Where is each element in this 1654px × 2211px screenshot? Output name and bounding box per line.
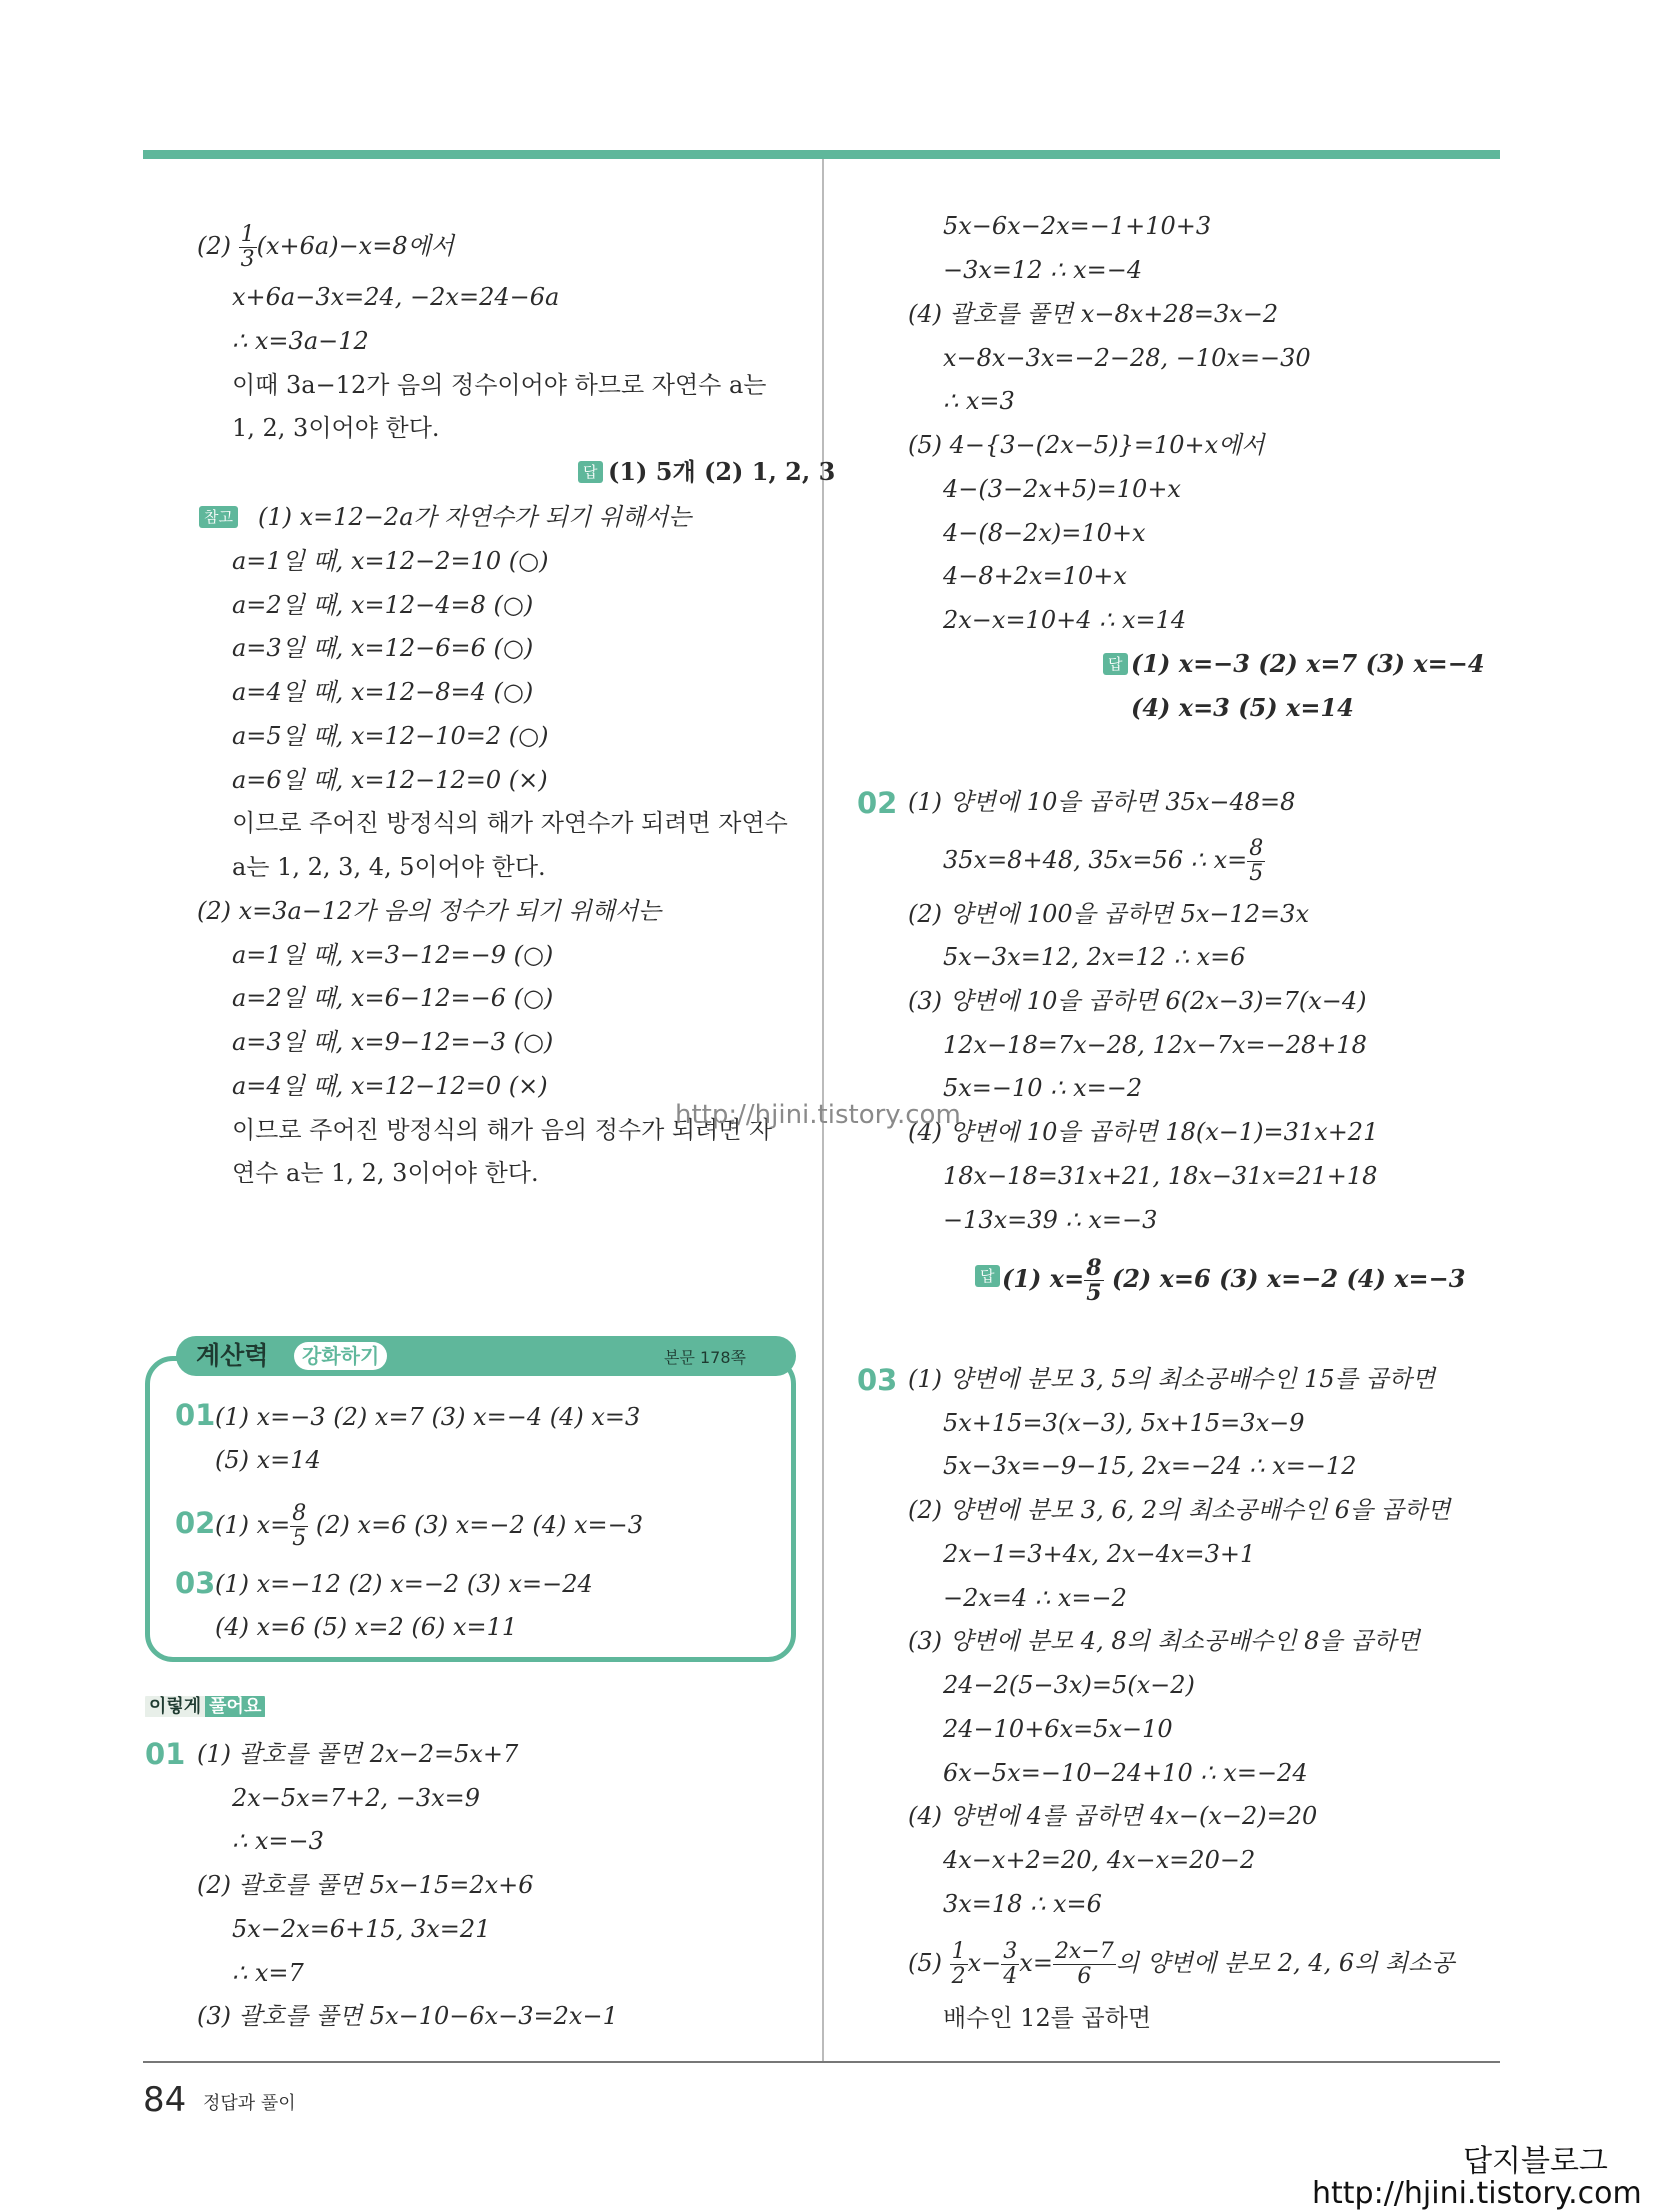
- solve-line-2: 2x−5x=7+2, −3x=9: [232, 1784, 481, 1812]
- box-number-01: 01: [175, 1398, 216, 1432]
- right-line-b2: 35x=8+48, 35x=56 ∴ x= $\frac{8}{5}$: [943, 836, 1264, 886]
- right-number-03: 03: [857, 1363, 898, 1397]
- ref-line-1: (1) x=12−2a가 자연수가 되기 위해서는: [258, 503, 692, 531]
- right-line-a2: −3x=12 ∴ x=−4: [943, 256, 1143, 284]
- fraction: $\frac{8}{5}$: [1249, 836, 1264, 886]
- answer-line: (1) 5개 (2) 1, 2, 3: [608, 457, 836, 486]
- solve-line-6: ∴ x=7: [232, 1959, 304, 1987]
- solve-number-01: 01: [145, 1737, 186, 1771]
- fraction: $\frac{8}{5}$: [1086, 1255, 1102, 1306]
- ref-line-5: a=4일 때, x=12−8=4 (○): [232, 678, 534, 706]
- ref-line-2: a=1일 때, x=12−2=10 (○): [232, 547, 549, 575]
- right-line-a4: x−8x−3x=−2−28, −10x=−30: [943, 344, 1311, 372]
- bottom-rule: [143, 2061, 1500, 2063]
- top-rule: [143, 150, 1500, 159]
- ref-line-9: a는 1, 2, 3, 4, 5이어야 한다.: [232, 853, 546, 881]
- box-line-1: (1) x=−3 (2) x=7 (3) x=−4 (4) x=3: [215, 1403, 641, 1431]
- ref-line-4: a=3일 때, x=12−6=6 (○): [232, 634, 534, 662]
- right-answer-02: (1) x= $\frac{8}{5}$ (2) x=6 (3) x=−2 (4) x=−3: [1002, 1255, 1466, 1306]
- right-line-c7: (3) 양변에 분모 4, 8의 최소공배수인 8을 곱하면: [908, 1627, 1420, 1655]
- ref-line-8: 이므로 주어진 방정식의 해가 자연수가 되려면 자연수: [232, 809, 788, 837]
- box-line-4: (1) x=−12 (2) x=−2 (3) x=−24: [215, 1570, 593, 1598]
- right-line-c5: 2x−1=3+4x, 2x−4x=3+1: [943, 1540, 1256, 1568]
- page-label: 정답과 풀이: [203, 2093, 296, 2114]
- ref-line-3: a=2일 때, x=12−4=8 (○): [232, 591, 534, 619]
- right-line-a9: 4−8+2x=10+x: [943, 562, 1127, 590]
- fraction: $\frac{2x-7}{6}$: [1054, 1939, 1114, 1989]
- left-line-5: 1, 2, 3이어야 한다.: [232, 414, 440, 442]
- page-number: 84: [143, 2080, 187, 2120]
- box-title: 계산력: [196, 1341, 269, 1370]
- left-line-3: ∴ x=3a−12: [232, 327, 369, 355]
- right-answer-2: (4) x=3 (5) x=14: [1131, 693, 1354, 722]
- solve-line-4: (2) 괄호를 풀면 5x−15=2x+6: [197, 1871, 534, 1899]
- right-line-a8: 4−(8−2x)=10+x: [943, 519, 1146, 547]
- right-line-b9: 18x−18=31x+21, 18x−31x=21+18: [943, 1162, 1378, 1190]
- box-page-ref: 본문 178쪽: [664, 1348, 746, 1367]
- right-line-c14: (5) $\frac{1}{2}$ x− $\frac{3}{4}$ x= $\frac{2x-7}{6}$ 의 양변에 분모 2, 4, 6의 최소공: [908, 1939, 1455, 1989]
- box-line-5: (4) x=6 (5) x=2 (6) x=11: [215, 1613, 518, 1641]
- fraction: $\frac{1}{2}$: [951, 1939, 966, 1989]
- right-line-b6: 12x−18=7x−28, 12x−7x=−28+18: [943, 1031, 1367, 1059]
- answer-tag: 답: [578, 461, 603, 483]
- solve-line-5: 5x−2x=6+15, 3x=21: [232, 1915, 491, 1943]
- box-subtitle: 강화하기: [294, 1342, 387, 1370]
- right-line-c13: 3x=18 ∴ x=6: [943, 1890, 1102, 1918]
- ref-line-16: 연수 a는 1, 2, 3이어야 한다.: [232, 1159, 539, 1187]
- ref-line-12: a=2일 때, x=6−12=−6 (○): [232, 984, 554, 1012]
- right-line-c4: (2) 양변에 분모 3, 6, 2의 최소공배수인 6을 곱하면: [908, 1496, 1451, 1524]
- solution-label: 이렇게 풀어요: [145, 1694, 265, 1720]
- right-line-b1: (1) 양변에 10을 곱하면 35x−48=8: [908, 788, 1296, 816]
- reference-tag: 참고: [199, 506, 238, 528]
- box-number-02: 02: [175, 1506, 216, 1540]
- right-line-b4: 5x−3x=12, 2x=12 ∴ x=6: [943, 943, 1246, 971]
- solve-line-1: (1) 괄호를 풀면 2x−2=5x+7: [197, 1740, 519, 1768]
- ref-line-14: a=4일 때, x=12−12=0 (×): [232, 1072, 548, 1100]
- fraction: $\frac{1}{3}$: [240, 222, 255, 272]
- solve-line-3: ∴ x=−3: [232, 1827, 324, 1855]
- left-line-4: 이때 3a−12가 음의 정수이어야 하므로 자연수 a는: [232, 371, 767, 399]
- fraction: $\frac{3}{4}$: [1003, 1939, 1018, 1989]
- right-line-b3: (2) 양변에 100을 곱하면 5x−12=3x: [908, 900, 1309, 928]
- right-line-b10: −13x=39 ∴ x=−3: [943, 1206, 1158, 1234]
- right-line-c9: 24−10+6x=5x−10: [943, 1715, 1173, 1743]
- watermark-blog-name: 답지블로그: [1463, 2144, 1608, 2179]
- left-line-1: (2) $\frac{1}{3}$ (x+6a)−x=8에서: [197, 222, 454, 272]
- right-line-c10: 6x−5x=−10−24+10 ∴ x=−24: [943, 1759, 1308, 1787]
- ref-line-11: a=1일 때, x=3−12=−9 (○): [232, 941, 554, 969]
- ref-line-7: a=6일 때, x=12−12=0 (×): [232, 766, 548, 794]
- box-line-2: (5) x=14: [215, 1446, 321, 1474]
- right-line-c2: 5x+15=3(x−3), 5x+15=3x−9: [943, 1409, 1305, 1437]
- right-line-c12: 4x−x+2=20, 4x−x=20−2: [943, 1846, 1256, 1874]
- ref-line-13: a=3일 때, x=9−12=−3 (○): [232, 1028, 554, 1056]
- solve-line-7: (3) 괄호를 풀면 5x−10−6x−3=2x−1: [197, 2002, 618, 2030]
- right-line-c6: −2x=4 ∴ x=−2: [943, 1584, 1127, 1612]
- box-number-03: 03: [175, 1566, 216, 1600]
- watermark-center: http://hjini.tistory.com: [675, 1100, 961, 1130]
- right-line-c1: (1) 양변에 분모 3, 5의 최소공배수인 15를 곱하면: [908, 1365, 1436, 1393]
- ref-line-15: 이므로 주어진 방정식의 해가 음의 정수가 되려면 자: [232, 1116, 773, 1144]
- right-line-c15: 배수인 12를 곱하면: [943, 2004, 1152, 2032]
- right-line-a10: 2x−x=10+4 ∴ x=14: [943, 606, 1187, 634]
- right-answer-1: (1) x=−3 (2) x=7 (3) x=−4: [1131, 649, 1485, 678]
- left-line-2: x+6a−3x=24, −2x=24−6a: [232, 283, 560, 311]
- right-line-c3: 5x−3x=−9−15, 2x=−24 ∴ x=−12: [943, 1452, 1357, 1480]
- right-line-b8: (4) 양변에 10을 곱하면 18(x−1)=31x+21: [908, 1118, 1379, 1146]
- right-line-b5: (3) 양변에 10을 곱하면 6(2x−3)=7(x−4): [908, 987, 1367, 1015]
- right-line-b7: 5x=−10 ∴ x=−2: [943, 1074, 1143, 1102]
- right-number-02: 02: [857, 786, 898, 820]
- right-line-c8: 24−2(5−3x)=5(x−2): [943, 1671, 1195, 1699]
- right-line-a6: (5) 4−{3−(2x−5)}=10+x에서: [908, 431, 1265, 459]
- right-line-a5: ∴ x=3: [943, 387, 1015, 415]
- fraction: $\frac{8}{5}$: [292, 1501, 307, 1551]
- box-line-3: (1) x= $\frac{8}{5}$ (2) x=6 (3) x=−2 (4) x=−3: [215, 1501, 644, 1551]
- right-line-a3: (4) 괄호를 풀면 x−8x+28=3x−2: [908, 300, 1279, 328]
- ref-line-10: (2) x=3a−12가 음의 정수가 되기 위해서는: [197, 897, 662, 925]
- right-line-a7: 4−(3−2x+5)=10+x: [943, 475, 1181, 503]
- answer-tag: 답: [1103, 653, 1128, 675]
- answer-tag: 답: [975, 1265, 1000, 1287]
- watermark-url: http://hjini.tistory.com: [1312, 2176, 1642, 2211]
- ref-line-6: a=5일 때, x=12−10=2 (○): [232, 722, 549, 750]
- right-line-a1: 5x−6x−2x=−1+10+3: [943, 212, 1212, 240]
- right-line-c11: (4) 양변에 4를 곱하면 4x−(x−2)=20: [908, 1802, 1318, 1830]
